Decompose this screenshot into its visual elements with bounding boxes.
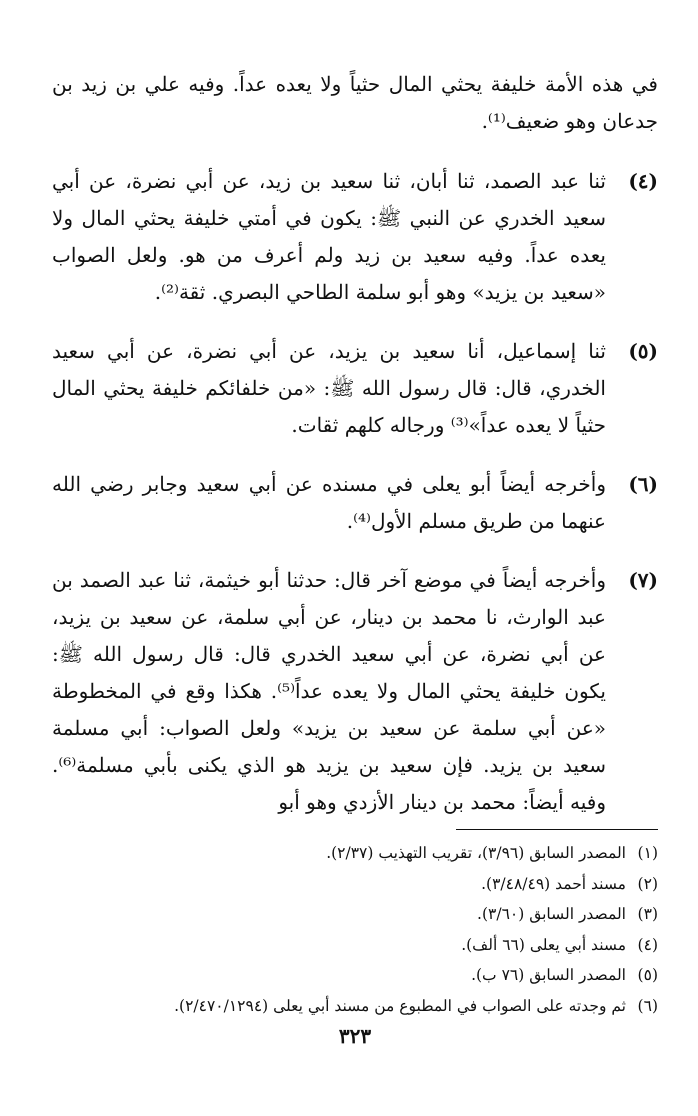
footnote-text: المصدر السابق (٧٦ ب). [471, 966, 626, 984]
footnote [52, 844, 658, 862]
footnotes [52, 844, 658, 1015]
footnote-text: المصدر السابق (٣/٦٠). [477, 905, 626, 923]
item-number: (٥) [628, 339, 658, 363]
hadith-item [52, 333, 658, 444]
footnote-text: مسند أبي يعلى (٦٦ ألف). [461, 935, 626, 954]
footnote [52, 936, 658, 954]
footnote-number: (٢) [637, 874, 658, 893]
footnote-number: (٣) [637, 905, 658, 923]
intro-paragraph: في هذه الأمة خليفة يحثي المال حثياً ولا يعده عداً. وفيه علي بن زيد بن جدعان وهو ضعيف⁽¹⁾. [52, 72, 658, 133]
page-number: ٣٢٣ [338, 1024, 372, 1048]
footnote [52, 997, 658, 1015]
hadith-item [52, 163, 658, 311]
item-number: (٧) [628, 568, 658, 592]
item-number: (٦) [628, 472, 658, 496]
footnote [52, 875, 658, 893]
book-page [52, 66, 658, 1106]
footnote [52, 905, 658, 923]
hadith-item [52, 562, 658, 821]
footnote-text: مسند أحمد (٣/٤٨/٤٩). [481, 874, 626, 893]
footnote-text: المصدر السابق (٣/٩٦)، تقريب التهذيب (٢/٣٧). [326, 844, 626, 862]
item-number: (٤) [628, 169, 658, 193]
footnote-number: (٦) [637, 996, 658, 1015]
item-text: وأخرجه أيضاً في موضع آخر قال: حدثنا أبو خيثمة، ثنا عبد الصمد بن عبد الوارث، نا محمد بن دينار، عن أبي سلمة، عن سعيد بن يزيد، عن أبي نضرة، عن أبي سعيد الخدري قال: قال رسول الله ﷺ: يكون خليفة يحثي المال ولا يعده عداً⁽⁵⁾. هكذا وقع في المخطوطة «عن أبي سلمة عن سعيد بن يزيد» ولعل الصواب: أبي مسلمة سعيد بن يزيد. فإن سعيد بن يزيد هو الذي يكنى بأبي مسلمة⁽⁶⁾. وفيه أيضاً: محمد بن دينار الأزدي وهو أبو [52, 568, 606, 814]
footnote-number: (٤) [637, 935, 658, 954]
footnote-separator [456, 829, 658, 830]
hadith-item [52, 466, 658, 540]
item-text: ثنا إسماعيل، أنا سعيد بن يزيد، عن أبي نضرة، عن أبي سعيد الخدري، قال: قال رسول الله ﷺ: «من خلفائكم خليفة يحثي المال حثياً لا يعده عداً»⁽³⁾ ورجاله كلهم ثقات. [52, 339, 606, 437]
footnote-number: (١) [637, 844, 658, 862]
footnote-number: (٥) [637, 966, 658, 984]
footnote-text: ثم وجدته على الصواب في المطبوع من مسند أبي يعلى (٢/٤٧٠/١٢٩٤). [174, 996, 626, 1015]
footnote [52, 966, 658, 984]
item-text: وأخرجه أيضاً أبو يعلى في مسنده عن أبي سعيد وجابر رضي الله عنهما من طريق مسلم الأول⁽⁴⁾. [52, 472, 606, 533]
item-text: ثنا عبد الصمد، ثنا أبان، ثنا سعيد بن زيد، عن أبي نضرة، عن أبي سعيد الخدري عن النبي ﷺ: يكون في أمتي خليفة يحثي المال ولا يعده عداً. وفيه سعيد بن زيد ولم أعرف من هو. ولعل الصواب «سعيد بن يزيد» وهو أبو سلمة الطاحي البصري. ثقة⁽²⁾. [52, 169, 606, 304]
